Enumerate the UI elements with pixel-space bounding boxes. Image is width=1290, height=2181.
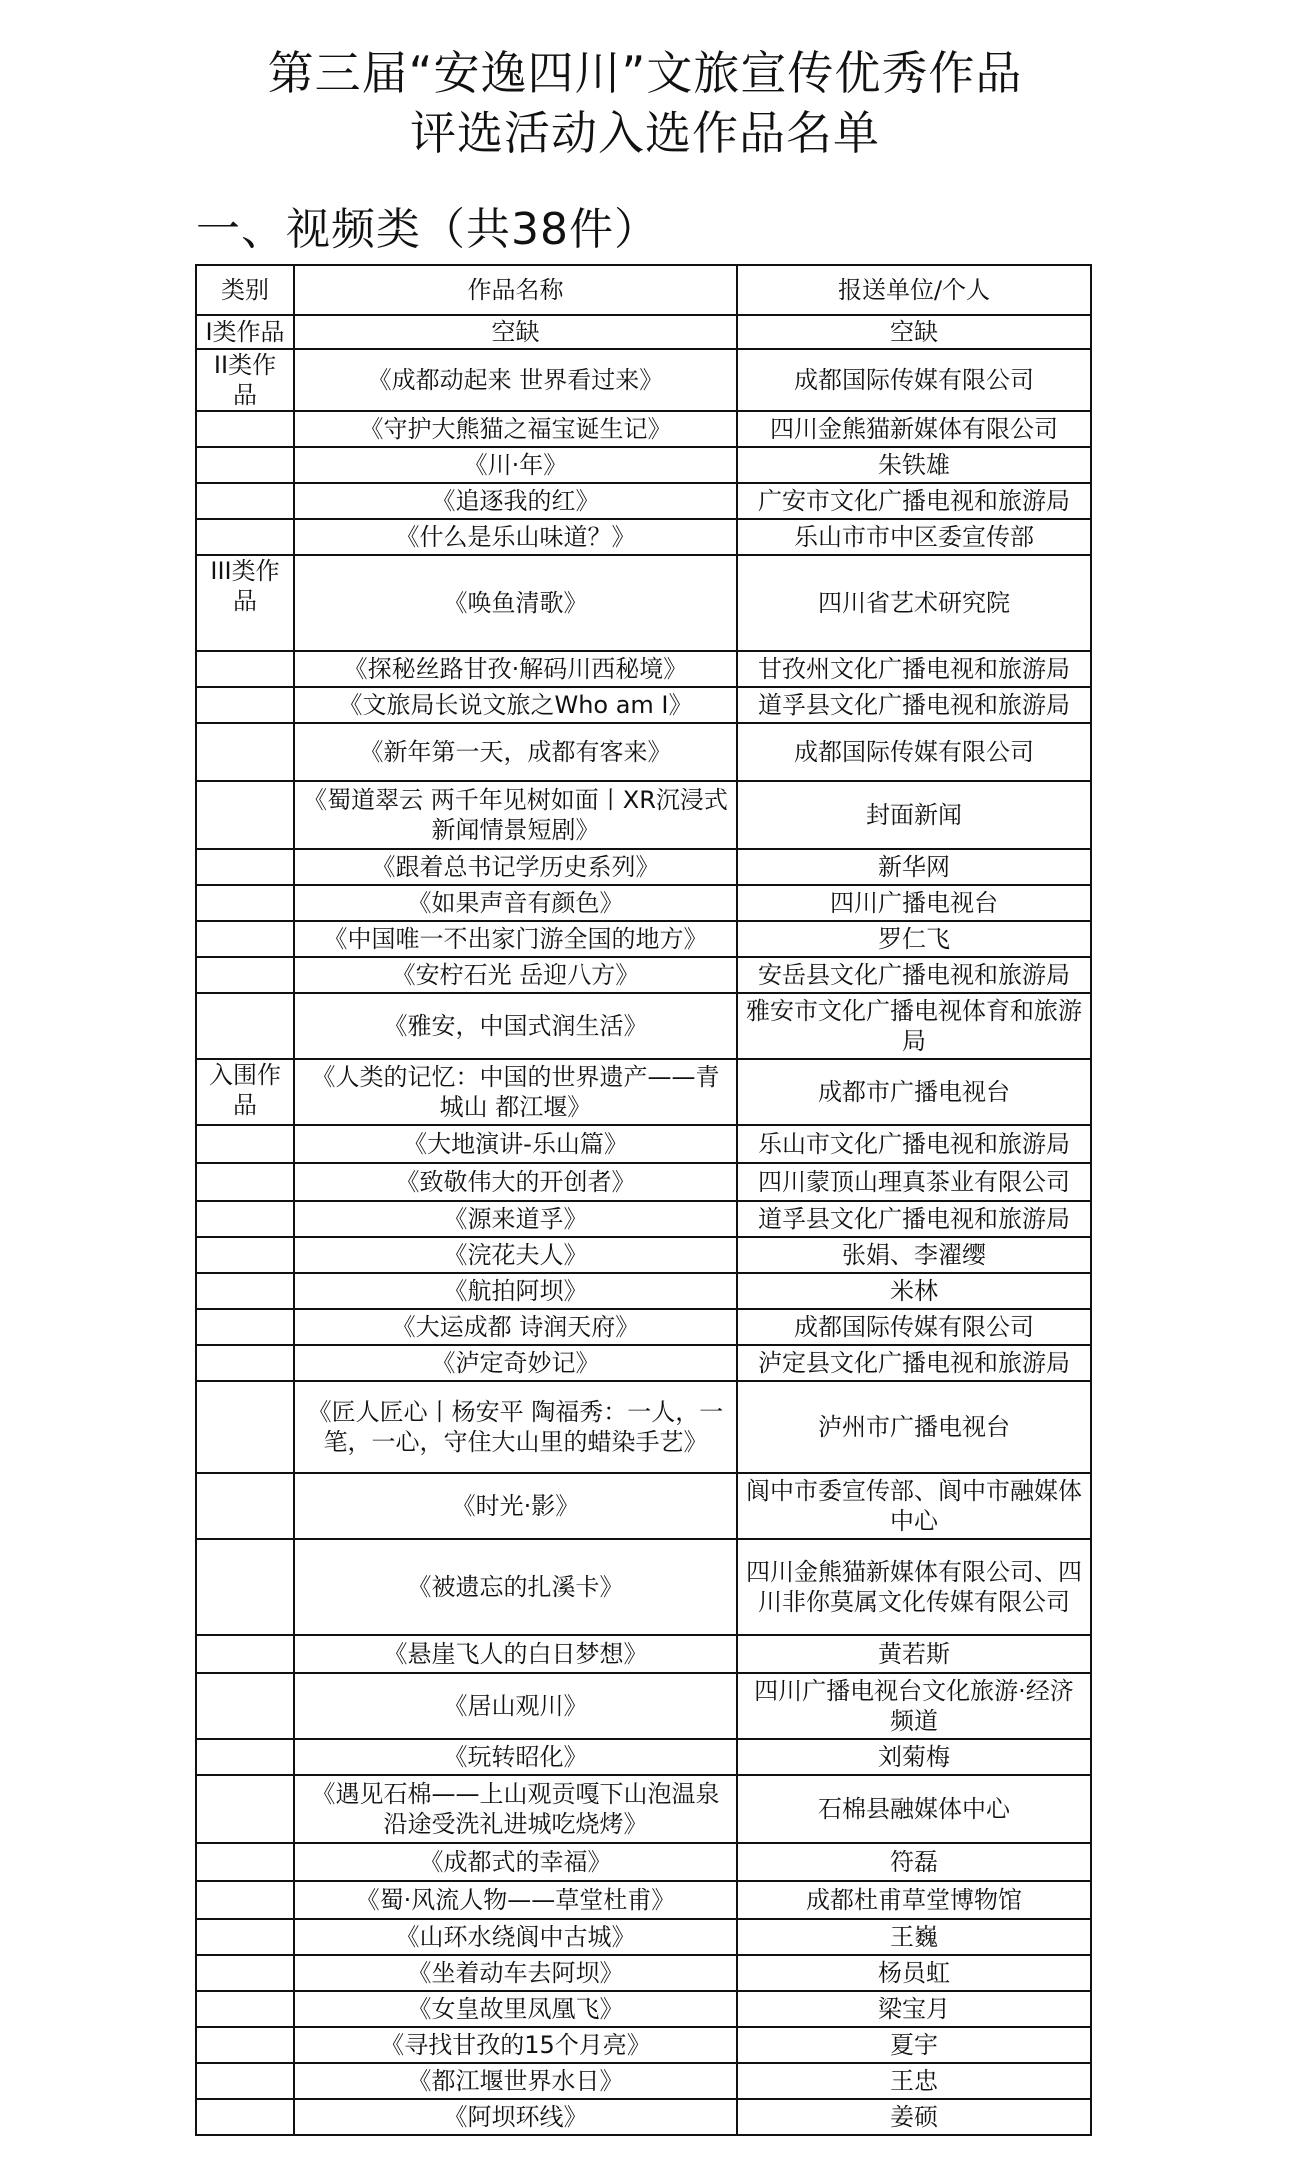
work-name-cell: 《成都式的幸福》 bbox=[294, 1843, 737, 1881]
table-row bbox=[196, 957, 1091, 993]
table-row bbox=[196, 1273, 1091, 1309]
header-category: 类别 bbox=[196, 265, 294, 315]
work-name-cell: 《文旅局长说文旅之Who am I》 bbox=[294, 687, 737, 723]
submitter-cell: 张娟、李濯缨 bbox=[737, 1237, 1091, 1273]
submitter-cell: 四川金熊猫新媒体有限公司、四川非你莫属文化传媒有限公司 bbox=[737, 1539, 1091, 1635]
submitter-cell: 成都国际传媒有限公司 bbox=[737, 723, 1091, 781]
table-row bbox=[196, 921, 1091, 957]
submitter-cell: 梁宝月 bbox=[737, 1991, 1091, 2027]
work-name-cell: 《匠人匠心丨杨安平 陶福秀：一人，一笔，一心，守住大山里的蜡染手艺》 bbox=[294, 1381, 737, 1473]
work-name-cell: 《如果声音有颜色》 bbox=[294, 885, 737, 921]
category-cell: 入围作品 bbox=[196, 1059, 294, 1125]
submitter-cell: 乐山市文化广播电视和旅游局 bbox=[737, 1125, 1091, 1163]
table-row bbox=[196, 651, 1091, 687]
category-cell bbox=[196, 1237, 294, 1273]
work-name-cell: 《大地演讲-乐山篇》 bbox=[294, 1125, 737, 1163]
work-name-cell: 《居山观川》 bbox=[294, 1673, 737, 1739]
table-row bbox=[196, 2027, 1091, 2063]
submitter-cell: 王忠 bbox=[737, 2063, 1091, 2099]
submitter-cell: 泸州市广播电视台 bbox=[737, 1381, 1091, 1473]
category-cell bbox=[196, 1345, 294, 1381]
table-row bbox=[196, 1381, 1091, 1473]
work-name-cell: 《都江堰世界水日》 bbox=[294, 2063, 737, 2099]
work-name-cell: 《被遗忘的扎溪卡》 bbox=[294, 1539, 737, 1635]
table-row bbox=[196, 1163, 1091, 1201]
submitter-cell: 刘菊梅 bbox=[737, 1739, 1091, 1775]
table-row bbox=[196, 1843, 1091, 1881]
submitter-cell: 泸定县文化广播电视和旅游局 bbox=[737, 1345, 1091, 1381]
category-cell bbox=[196, 519, 294, 555]
submitter-cell: 广安市文化广播电视和旅游局 bbox=[737, 483, 1091, 519]
category-cell: III类作品 bbox=[196, 555, 294, 651]
category-cell bbox=[196, 921, 294, 957]
submitter-cell: 四川省艺术研究院 bbox=[737, 555, 1091, 651]
table-row bbox=[196, 1919, 1091, 1955]
work-name-cell: 《遇见石棉——上山观贡嘎下山泡温泉 沿途受洗礼进城吃烧烤》 bbox=[294, 1775, 737, 1843]
work-name-cell: 《坐着动车去阿坝》 bbox=[294, 1955, 737, 1991]
table-row bbox=[196, 781, 1091, 849]
header-submitter: 报送单位/个人 bbox=[737, 265, 1091, 315]
table-row bbox=[196, 2063, 1091, 2099]
table-row bbox=[196, 519, 1091, 555]
table-row bbox=[196, 447, 1091, 483]
table-row bbox=[196, 1201, 1091, 1237]
work-name-cell: 《源来道孚》 bbox=[294, 1201, 737, 1237]
table-row bbox=[196, 1237, 1091, 1273]
submitter-cell: 米林 bbox=[737, 1273, 1091, 1309]
table-row bbox=[196, 555, 1091, 651]
table-row bbox=[196, 1775, 1091, 1843]
category-cell bbox=[196, 723, 294, 781]
category-cell bbox=[196, 781, 294, 849]
table-row bbox=[196, 349, 1091, 411]
category-cell bbox=[196, 2099, 294, 2135]
submitter-cell: 石棉县融媒体中心 bbox=[737, 1775, 1091, 1843]
category-cell bbox=[196, 1309, 294, 1345]
submitter-cell: 新华网 bbox=[737, 849, 1091, 885]
category-cell bbox=[196, 687, 294, 723]
work-name-cell: 《追逐我的红》 bbox=[294, 483, 737, 519]
category-cell bbox=[196, 1539, 294, 1635]
table-row bbox=[196, 315, 1091, 349]
table-row bbox=[196, 2099, 1091, 2135]
work-name-cell: 空缺 bbox=[294, 315, 737, 349]
submitter-cell: 雅安市文化广播电视体育和旅游局 bbox=[737, 993, 1091, 1059]
table-row bbox=[196, 1125, 1091, 1163]
submitter-cell: 道孚县文化广播电视和旅游局 bbox=[737, 687, 1091, 723]
table-row bbox=[196, 1473, 1091, 1539]
submitter-cell: 夏宇 bbox=[737, 2027, 1091, 2063]
submitter-cell: 成都杜甫草堂博物馆 bbox=[737, 1881, 1091, 1919]
table-row bbox=[196, 1345, 1091, 1381]
document-title-line-1: 第三届“安逸四川”文旅宣传优秀作品 bbox=[267, 46, 1023, 100]
category-cell bbox=[196, 1163, 294, 1201]
table-row bbox=[196, 993, 1091, 1059]
submitter-cell: 乐山市市中区委宣传部 bbox=[737, 519, 1091, 555]
table-row bbox=[196, 1673, 1091, 1739]
category-cell bbox=[196, 1673, 294, 1739]
work-name-cell: 《大运成都 诗润天府》 bbox=[294, 1309, 737, 1345]
category-cell bbox=[196, 885, 294, 921]
table-row bbox=[196, 1991, 1091, 2027]
table-row bbox=[196, 483, 1091, 519]
work-name-cell: 《航拍阿坝》 bbox=[294, 1273, 737, 1309]
submitter-cell: 成都国际传媒有限公司 bbox=[737, 1309, 1091, 1345]
category-cell bbox=[196, 2063, 294, 2099]
category-cell: I类作品 bbox=[196, 315, 294, 349]
work-name-cell: 《成都动起来 世界看过来》 bbox=[294, 349, 737, 411]
work-name-cell: 《中国唯一不出家门游全国的地方》 bbox=[294, 921, 737, 957]
category-cell bbox=[196, 1635, 294, 1673]
work-name-cell: 《女皇故里凤凰飞》 bbox=[294, 1991, 737, 2027]
submitter-cell: 罗仁飞 bbox=[737, 921, 1091, 957]
work-name-cell: 《唤鱼清歌》 bbox=[294, 555, 737, 651]
submitter-cell: 黄若斯 bbox=[737, 1635, 1091, 1673]
table-row bbox=[196, 1635, 1091, 1673]
work-name-cell: 《泸定奇妙记》 bbox=[294, 1345, 737, 1381]
work-name-cell: 《川·年》 bbox=[294, 447, 737, 483]
work-name-cell: 《寻找甘孜的15个月亮》 bbox=[294, 2027, 737, 2063]
table-row bbox=[196, 1955, 1091, 1991]
document-title-line-2: 评选活动入选作品名单 bbox=[410, 106, 880, 160]
category-cell: II类作品 bbox=[196, 349, 294, 411]
category-cell bbox=[196, 1919, 294, 1955]
work-name-cell: 《守护大熊猫之福宝诞生记》 bbox=[294, 411, 737, 447]
work-name-cell: 《时光·影》 bbox=[294, 1473, 737, 1539]
submitter-cell: 四川蒙顶山理真茶业有限公司 bbox=[737, 1163, 1091, 1201]
table-header-row bbox=[196, 265, 1091, 315]
category-cell bbox=[196, 2027, 294, 2063]
table-row bbox=[196, 1539, 1091, 1635]
work-name-cell: 《什么是乐山味道？》 bbox=[294, 519, 737, 555]
table-row bbox=[196, 1881, 1091, 1919]
submitter-cell: 符磊 bbox=[737, 1843, 1091, 1881]
work-name-cell: 《阿坝环线》 bbox=[294, 2099, 737, 2135]
table-row bbox=[196, 687, 1091, 723]
table-row bbox=[196, 849, 1091, 885]
category-cell bbox=[196, 1473, 294, 1539]
category-cell bbox=[196, 411, 294, 447]
submitter-cell: 甘孜州文化广播电视和旅游局 bbox=[737, 651, 1091, 687]
category-cell bbox=[196, 1201, 294, 1237]
table-row bbox=[196, 723, 1091, 781]
category-cell bbox=[196, 1955, 294, 1991]
work-name-cell: 《人类的记忆：中国的世界遗产——青城山 都江堰》 bbox=[294, 1059, 737, 1125]
work-name-cell: 《新年第一天，成都有客来》 bbox=[294, 723, 737, 781]
submitter-cell: 四川金熊猫新媒体有限公司 bbox=[737, 411, 1091, 447]
work-name-cell: 《雅安，中国式润生活》 bbox=[294, 993, 737, 1059]
table-row bbox=[196, 885, 1091, 921]
category-cell bbox=[196, 1843, 294, 1881]
table-body bbox=[196, 315, 1091, 2135]
header-work-name: 作品名称 bbox=[294, 265, 737, 315]
work-name-cell: 《安柠石光 岳迎八方》 bbox=[294, 957, 737, 993]
submitter-cell: 道孚县文化广播电视和旅游局 bbox=[737, 1201, 1091, 1237]
category-cell bbox=[196, 1739, 294, 1775]
work-name-cell: 《玩转昭化》 bbox=[294, 1739, 737, 1775]
category-cell bbox=[196, 1125, 294, 1163]
category-cell bbox=[196, 1881, 294, 1919]
category-cell bbox=[196, 651, 294, 687]
submitter-cell: 成都国际传媒有限公司 bbox=[737, 349, 1091, 411]
submitter-cell: 空缺 bbox=[737, 315, 1091, 349]
submitter-cell: 安岳县文化广播电视和旅游局 bbox=[737, 957, 1091, 993]
submitter-cell: 封面新闻 bbox=[737, 781, 1091, 849]
work-name-cell: 《山环水绕阆中古城》 bbox=[294, 1919, 737, 1955]
work-name-cell: 《蜀·风流人物——草堂杜甫》 bbox=[294, 1881, 737, 1919]
selection-table bbox=[195, 264, 1092, 2136]
submitter-cell: 四川广播电视台文化旅游·经济频道 bbox=[737, 1673, 1091, 1739]
category-cell bbox=[196, 957, 294, 993]
table-row bbox=[196, 1739, 1091, 1775]
category-cell bbox=[196, 1991, 294, 2027]
table-row bbox=[196, 1309, 1091, 1345]
table-row bbox=[196, 1059, 1091, 1125]
work-name-cell: 《致敬伟大的开创者》 bbox=[294, 1163, 737, 1201]
submitter-cell: 四川广播电视台 bbox=[737, 885, 1091, 921]
category-cell bbox=[196, 447, 294, 483]
table-row bbox=[196, 411, 1091, 447]
category-cell bbox=[196, 1381, 294, 1473]
section-heading: 一、视频类（共38件） bbox=[196, 204, 659, 255]
category-cell bbox=[196, 483, 294, 519]
submitter-cell: 阆中市委宣传部、阆中市融媒体中心 bbox=[737, 1473, 1091, 1539]
category-cell bbox=[196, 849, 294, 885]
category-cell bbox=[196, 1273, 294, 1309]
category-cell bbox=[196, 1775, 294, 1843]
work-name-cell: 《蜀道翠云 两千年见树如面丨XR沉浸式新闻情景短剧》 bbox=[294, 781, 737, 849]
work-name-cell: 《悬崖飞人的白日梦想》 bbox=[294, 1635, 737, 1673]
work-name-cell: 《浣花夫人》 bbox=[294, 1237, 737, 1273]
submitter-cell: 成都市广播电视台 bbox=[737, 1059, 1091, 1125]
submitter-cell: 杨员虹 bbox=[737, 1955, 1091, 1991]
submitter-cell: 王巍 bbox=[737, 1919, 1091, 1955]
submitter-cell: 姜硕 bbox=[737, 2099, 1091, 2135]
category-cell bbox=[196, 993, 294, 1059]
work-name-cell: 《跟着总书记学历史系列》 bbox=[294, 849, 737, 885]
work-name-cell: 《探秘丝路甘孜·解码川西秘境》 bbox=[294, 651, 737, 687]
submitter-cell: 朱铁雄 bbox=[737, 447, 1091, 483]
